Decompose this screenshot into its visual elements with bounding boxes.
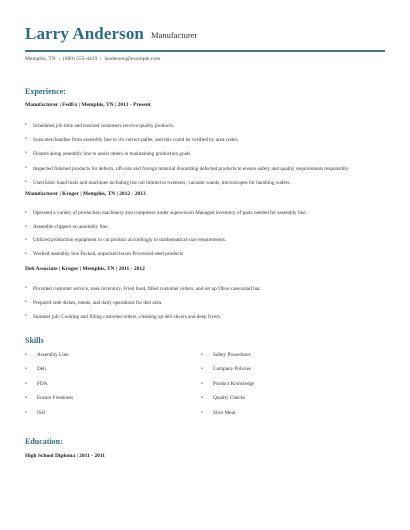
bullet-icon: •: [201, 380, 203, 387]
education-entry: High School Diploma | 2011 - 2011: [25, 453, 106, 459]
candidate-name: Larry Anderson: [25, 24, 144, 43]
contact-line: [25, 56, 160, 62]
name-row: [25, 24, 385, 44]
bullet-icon: •: [25, 179, 27, 185]
bullet-icon: •: [25, 286, 27, 291]
job-bullets: [25, 207, 307, 261]
bullet-icon: •: [201, 409, 203, 416]
job-title: Manufacturer | Kroger | Memphis, TN | 2012 - 2013: [25, 191, 146, 197]
candidate-title: Manufacturer: [151, 30, 198, 40]
contact-separator: |: [58, 56, 60, 62]
skill-item: • Company Policies: [201, 366, 251, 373]
education-heading: Education:: [25, 437, 63, 446]
list-item: • Worked assembly line Packed, unpacked boxes Processed steel products: [25, 248, 307, 262]
bullet-icon: •: [25, 224, 27, 230]
list-item: • Utilized production equipment to cut product accordingly to mathematical size requirements.: [25, 234, 307, 248]
job-bullets: [25, 119, 349, 190]
skills-heading: Skills: [25, 336, 44, 345]
bullet-icon: •: [25, 211, 27, 216]
skill-item: • Deli: [25, 366, 46, 373]
skill-item: • FDA: [25, 380, 48, 387]
bullet-icon: •: [25, 251, 27, 257]
bullet-icon: •: [25, 238, 27, 244]
bullet-icon: •: [25, 395, 27, 402]
contact-email[interactable]: landerson@example.com: [104, 56, 161, 62]
skill-item: • Product Knowledge: [201, 380, 255, 387]
contact-separator: |: [100, 56, 102, 62]
skill-item: • Assembly Line: [25, 352, 69, 358]
job-title: Manufacturer | FedEx | Memphis, TN | 2013 - Present: [25, 102, 151, 108]
resume-header: [25, 24, 385, 44]
list-item: • Operated a variety of production machinery and computers under supervision Managed inventory of parts needed for assembly line.: [25, 207, 307, 221]
bullet-icon: •: [25, 366, 27, 373]
bullet-icon: •: [201, 395, 203, 402]
list-item: • Scheduled job time and ensured customers receive quality products.: [25, 119, 349, 133]
skill-item: • Quality Checks: [201, 395, 246, 402]
bullet-icon: •: [25, 151, 27, 157]
list-item: • Assemble clippers on assembly line.: [25, 221, 307, 235]
bullet-icon: •: [25, 165, 27, 171]
list-item: • Inspected finished products for defects, off-cuts and foreign material discarding defected products to ensure safety and quality requirements responsibly.: [25, 162, 349, 176]
bullet-icon: •: [25, 409, 27, 416]
skill-item: • Ensure Freshness: [25, 395, 74, 402]
skill-item: • Slice Meat: [201, 409, 236, 416]
list-item: • Floated along assembly line to assist others in maintaining production goals: [25, 147, 349, 161]
bullet-icon: •: [25, 137, 27, 143]
bullet-icon: •: [25, 314, 27, 320]
bullet-icon: •: [201, 366, 203, 373]
skill-item: • ISO: [25, 409, 46, 416]
skills-column-right: [201, 352, 371, 424]
list-item: • Prepared side dishes, meats, and daily operations for deli area.: [25, 296, 261, 310]
list-item: • Provided customer service, took inventory, Fried food, filled customer orders, and set up Olive case/salad bar.: [25, 282, 261, 296]
job-bullets: [25, 282, 261, 325]
list-item: • Scan merchandise from assembly line to it's correct pallet, and this could be verified by area codes.: [25, 133, 349, 147]
contact-location: Memphis, TN: [25, 56, 56, 62]
experience-heading: Experience:: [25, 87, 66, 96]
contact-phone[interactable]: (680) 555-4439: [62, 56, 98, 62]
bullet-icon: •: [25, 352, 27, 358]
skills-column-left: [25, 352, 195, 424]
header-divider: [25, 50, 385, 52]
list-item: • Used basic hand tools and machines including but not limited to tweezers, vacuum wands, microscopes for handling wafers.: [25, 176, 349, 190]
bullet-icon: •: [25, 300, 27, 306]
bullet-icon: •: [25, 123, 27, 128]
job-title: Deli Associate | Kroger | Memphis, TN | 2011 - 2012: [25, 266, 145, 272]
skill-item: • Safety Procedures: [201, 352, 251, 358]
bullet-icon: •: [25, 380, 27, 387]
bullet-icon: •: [201, 352, 203, 358]
list-item: • Summer job: Cooking and filling customer orders, cleaning up deli slicers and deep fryers.: [25, 310, 261, 324]
